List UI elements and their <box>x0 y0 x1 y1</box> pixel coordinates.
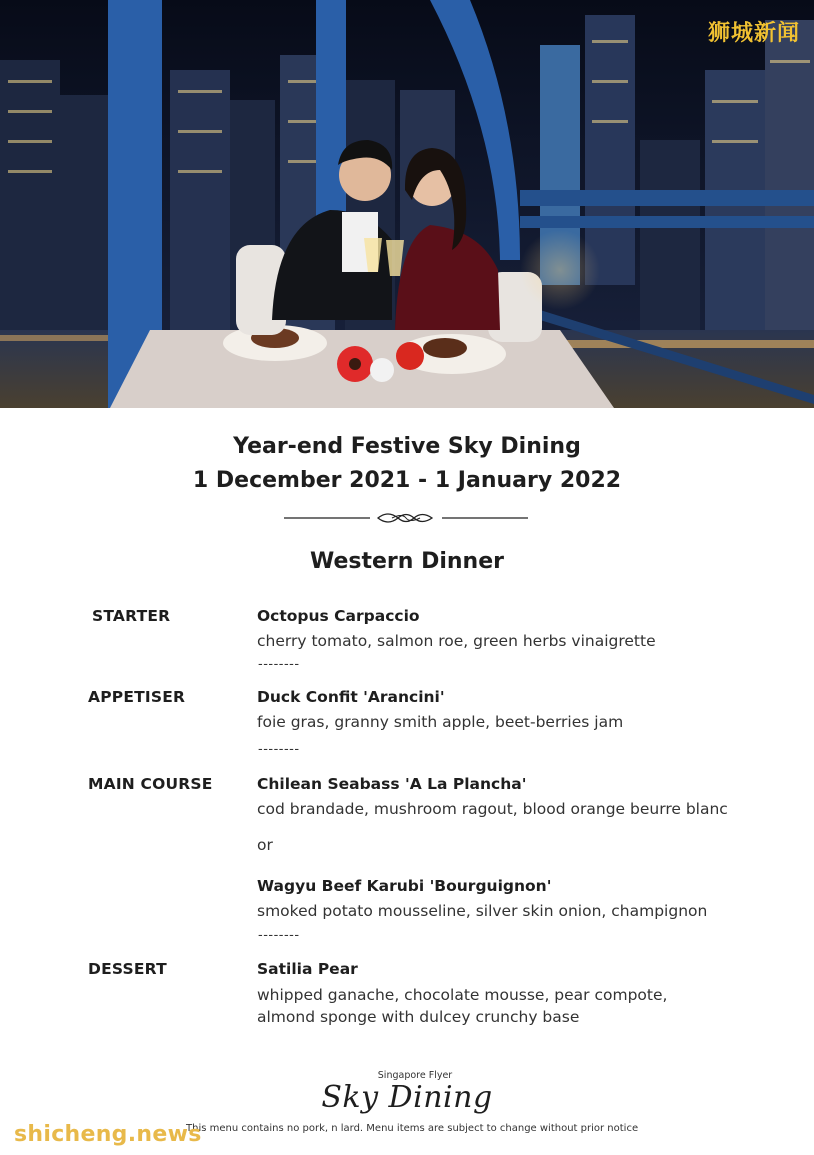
hero-photo <box>0 0 814 408</box>
course-label-starter: STARTER <box>92 607 171 625</box>
dish-appetiser: Duck Confit 'Arancini' <box>257 688 445 706</box>
dish-description-dessert-line2: almond sponge with dulcey crunchy base <box>257 1008 580 1026</box>
dish-main-2: Wagyu Beef Karubi 'Bourguignon' <box>257 877 552 895</box>
dish-starter: Octopus Carpaccio <box>257 607 420 625</box>
menu-notice: This menu contains no pork, n lard. Menu items are subject to change without prior notice <box>186 1123 639 1134</box>
divider-ornament <box>284 508 528 528</box>
dish-description-main-2: smoked potato mousseline, silver skin onion, champignon <box>257 902 708 920</box>
event-dates: 1 December 2021 - 1 January 2022 <box>192 468 622 493</box>
watermark-site: shicheng.news <box>14 1122 202 1147</box>
course-label-main: MAIN COURSE <box>88 775 213 793</box>
separator: -------- <box>258 928 300 943</box>
course-label-dessert: DESSERT <box>88 960 167 978</box>
dish-dessert: Satilia Pear <box>257 960 358 978</box>
dish-description-main-1: cod brandade, mushroom ragout, blood orange beurre blanc <box>257 800 728 818</box>
event-title: Year-end Festive Sky Dining <box>233 434 581 459</box>
menu-section-title: Western Dinner <box>309 549 504 574</box>
sky-dining-logo: Sky Dining <box>321 1080 493 1115</box>
separator: -------- <box>258 742 300 757</box>
separator: -------- <box>258 657 300 672</box>
dish-description-starter: cherry tomato, salmon roe, green herbs vinaigrette <box>257 632 656 650</box>
dish-description-appetiser: foie gras, granny smith apple, beet-berries jam <box>257 713 624 731</box>
dish-description-dessert-line1: whipped ganache, chocolate mousse, pear compote, <box>257 986 668 1004</box>
course-label-appetiser: APPETISER <box>88 688 186 706</box>
hero-illustration <box>0 0 814 408</box>
dish-main-1: Chilean Seabass 'A La Plancha' <box>257 775 527 793</box>
watermark-chinese: 狮城新闻 <box>707 21 800 46</box>
brand-subtitle: Singapore Flyer <box>377 1070 453 1081</box>
or-text: or <box>257 836 273 854</box>
